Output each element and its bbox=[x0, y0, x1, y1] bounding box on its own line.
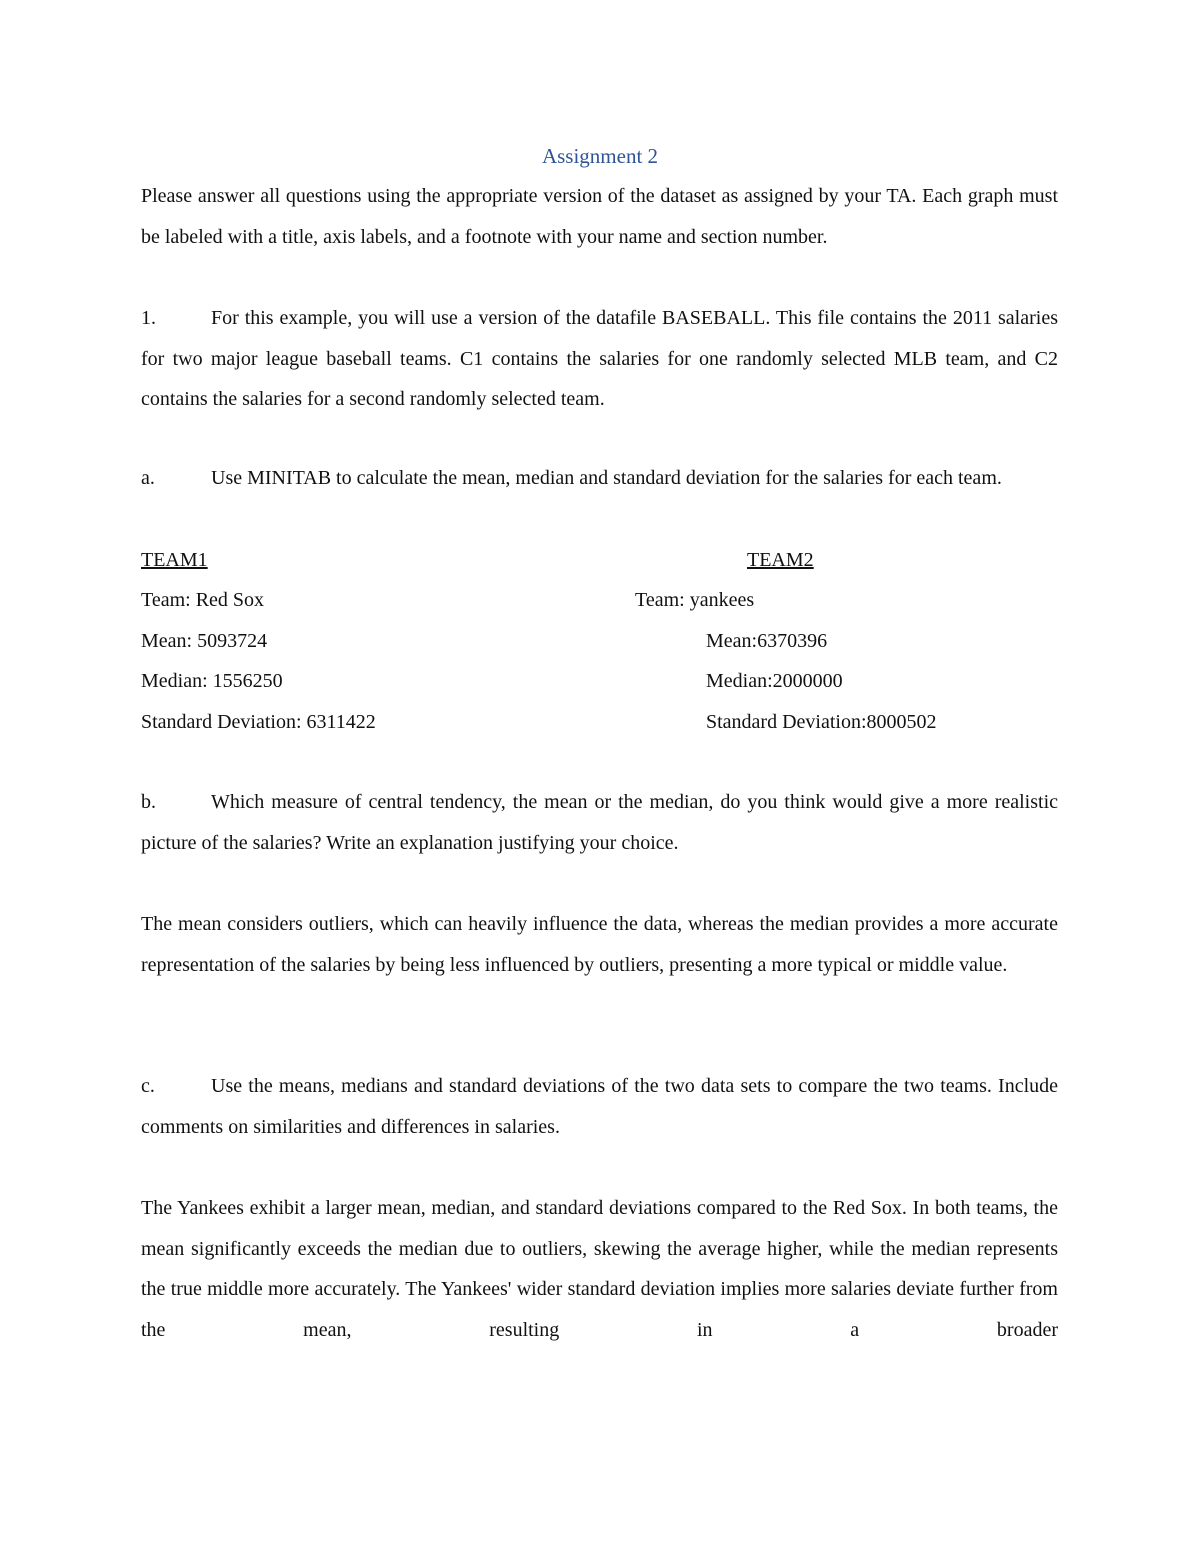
question-a-text: Use MINITAB to calculate the mean, median and standard deviation for the salaries for each team. bbox=[211, 467, 1002, 489]
team2-name: Team: yankees bbox=[635, 589, 755, 611]
question-1-text: For this example, you will use a version of the datafile BASEBALL. This file contains the 2011 salaries for two major league baseball teams. C1 contains the salaries for one randomly selected MLB team, and C2 contains the salaries for a second randomly selected team. bbox=[141, 307, 1058, 411]
question-c-marker: c. bbox=[141, 1075, 155, 1097]
team2-heading: TEAM2 bbox=[747, 549, 814, 571]
question-b-marker: b. bbox=[141, 791, 156, 813]
team2-standard-deviation: Standard Deviation:8000502 bbox=[706, 711, 937, 733]
intro-paragraph: Please answer all questions using the appropriate version of the dataset as assigned by your TA. Each graph must be labeled with a title, axis labels, and a footnote with your name and section number. bbox=[141, 185, 1058, 248]
document-title: Assignment 2 bbox=[541, 144, 659, 168]
question-c-text: Use the means, medians and standard deviations of the two data sets to compare the two teams. Include comments on similarities and differences in salaries. bbox=[141, 1075, 1058, 1138]
team1-heading: TEAM1 bbox=[141, 549, 208, 571]
question-a bbox=[141, 458, 1058, 499]
team1-standard-deviation: Standard Deviation: 6311422 bbox=[141, 711, 376, 733]
question-1-marker: 1. bbox=[141, 307, 156, 329]
answer-c-paragraph: The Yankees exhibit a larger mean, median, and standard deviations compared to the Red Sox. In both teams, the mean significantly exceeds the median due to outliers, skewing the average higher, while the median represents the true middle more accurately. The Yankees' wider standard deviation implies more salaries deviate further from the mean, resulting in a broader bbox=[141, 1197, 1058, 1341]
team1-mean: Mean: 5093724 bbox=[141, 630, 268, 652]
question-c bbox=[141, 1066, 1058, 1147]
question-b bbox=[141, 782, 1058, 863]
team1-name: Team: Red Sox bbox=[141, 589, 265, 611]
answer-b-paragraph: The mean considers outliers, which can heavily influence the data, whereas the median provides a more accurate representation of the salaries by being less influenced by outliers, presenting a more typical or middle value. bbox=[141, 913, 1058, 976]
question-a-marker: a. bbox=[141, 467, 155, 489]
question-b-text: Which measure of central tendency, the mean or the median, do you think would give a more realistic picture of the salaries? Write an explanation justifying your choice. bbox=[141, 791, 1058, 854]
question-1 bbox=[141, 298, 1058, 420]
team1-median: Median: 1556250 bbox=[141, 670, 283, 692]
team2-median: Median:2000000 bbox=[706, 670, 843, 692]
team2-mean: Mean:6370396 bbox=[706, 630, 828, 652]
